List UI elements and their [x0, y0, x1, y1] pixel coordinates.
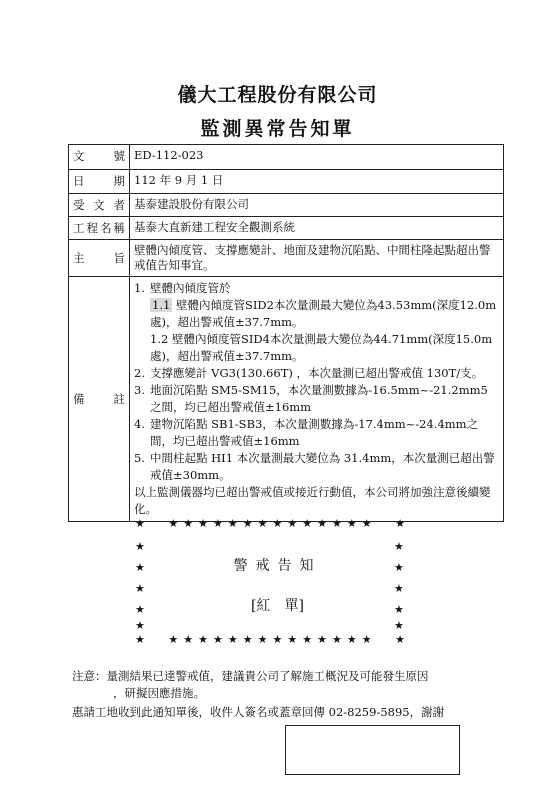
star-icon: ★ — [242, 517, 253, 530]
star-icon: ★ — [183, 517, 194, 530]
signature-box[interactable] — [285, 725, 460, 775]
star-icon: ★ — [183, 633, 194, 646]
field-value-subject: 壁體內傾度管、支撐應變計、地面及建物沉陷點、中間柱隆起點超出警戒值告知事宜。 — [130, 240, 504, 277]
remark-item-text: 中間柱起點 HI1 本次量測最大變位為 31.4mm，本次量測已超出警戒值±30mm。 — [150, 451, 495, 482]
star-icon: ★ — [394, 619, 404, 632]
star-icon: ★ — [135, 603, 145, 616]
note-line-1: 注意：量測結果已達警戒值，建議貴公司了解施工概況及可能發生原因 — [72, 669, 429, 683]
form-type-label: [紅 單] — [251, 598, 304, 614]
star-border-bottom — [135, 634, 405, 646]
star-icon: ★ — [395, 633, 405, 646]
star-icon: ★ — [257, 517, 268, 530]
remark-item-2 — [134, 365, 499, 382]
star-icon: ★ — [272, 517, 283, 530]
star-icon: ★ — [135, 582, 145, 595]
star-icon: ★ — [317, 633, 327, 646]
remarks-closing: 以上監測儀器均已超出警戒值或接近行動值，本公司將加強注意後續變化。 — [134, 485, 491, 516]
field-value-date: 112 年 9 月 1 日 — [130, 170, 504, 194]
remark-item-1 — [134, 280, 499, 297]
star-row — [168, 518, 371, 530]
star-icon: ★ — [242, 633, 253, 646]
field-value-doc-number: ED-112-023 — [130, 145, 504, 170]
remark-item-number: 4. — [134, 417, 145, 431]
field-row-subject — [69, 240, 504, 277]
field-row-remarks — [69, 277, 504, 522]
field-row-date — [69, 170, 504, 194]
highlighted-subitem-number: 1.1 — [152, 298, 171, 312]
remark-item-number: 1. — [134, 281, 145, 295]
star-icon: ★ — [394, 540, 404, 553]
star-icon: ★ — [302, 517, 313, 530]
field-label-project: 工程名稱 — [69, 217, 130, 240]
field-value-project: 基泰大直新建工程安全觀測系統 — [130, 217, 504, 240]
remark-subitem-1-2: 1.2 壁體內傾度管SID4本次量測最大變位為44.71mm(深度15.0m處)，超出警戒值±37.7mm。 — [150, 332, 493, 363]
star-icon: ★ — [394, 582, 404, 595]
remarks-content — [130, 277, 504, 522]
field-label-recipient: 受文者 — [69, 194, 130, 217]
field-value-recipient: 基泰建設股份有限公司 — [130, 194, 504, 217]
star-icon: ★ — [394, 603, 404, 616]
star-row — [168, 634, 371, 646]
star-icon: ★ — [395, 517, 405, 530]
remark-item-text: 壁體內傾度管於 — [150, 281, 231, 295]
remark-item-text: 支撐應變計 VG3(130.66T) ，本次量測已超出警戒值 130T/支。 — [150, 366, 484, 380]
star-icon: ★ — [346, 633, 357, 646]
star-icon: ★ — [317, 517, 327, 530]
star-icon: ★ — [287, 633, 298, 646]
company-name: 儀大工程股份有限公司 — [177, 84, 378, 106]
star-icon: ★ — [213, 517, 223, 530]
field-row-project — [69, 217, 504, 240]
remark-item-text: 地面沉陷點 SM5-SM15，本次量測數據為-16.5mm~-21.2mm5 之間，均已超出警戒值±16mm — [150, 383, 488, 414]
star-icon: ★ — [257, 633, 268, 646]
star-icon: ★ — [287, 517, 298, 530]
field-label-doc-number: 文號 — [69, 145, 130, 170]
star-icon: ★ — [135, 561, 145, 574]
remark-item-number: 2. — [134, 366, 145, 380]
star-icon: ★ — [394, 561, 404, 574]
remark-item-number: 3. — [134, 383, 145, 397]
note-line-2: ，研擬因應措施。 — [113, 686, 205, 700]
remark-item-text: 建物沉陷點 SB1-SB3，本次量測數據為-17.4mm~-24.4mm之間，均已超出警戒值±16mm — [150, 417, 479, 448]
document-title: 監測異常告知單 — [200, 118, 355, 140]
star-icon: ★ — [135, 633, 145, 646]
remark-item-number: 5. — [134, 451, 145, 465]
warning-notice-title: 警戒告知 — [233, 558, 322, 574]
star-icon: ★ — [361, 633, 372, 646]
star-icon: ★ — [227, 633, 238, 646]
star-icon: ★ — [361, 517, 372, 530]
field-label-remarks: 備註 — [69, 277, 130, 522]
star-icon: ★ — [198, 633, 208, 646]
star-icon: ★ — [332, 517, 342, 530]
star-icon: ★ — [168, 517, 179, 530]
star-icon: ★ — [227, 517, 238, 530]
remark-subitem-1-1 — [134, 297, 499, 331]
star-icon: ★ — [135, 619, 145, 632]
field-label-subject: 主旨 — [69, 240, 130, 277]
field-label-date: 日期 — [69, 170, 130, 194]
field-row-doc-number — [69, 145, 504, 170]
notice-info-table — [68, 144, 504, 522]
star-icon: ★ — [302, 633, 313, 646]
star-icon: ★ — [213, 633, 223, 646]
star-icon: ★ — [346, 517, 357, 530]
field-row-recipient — [69, 194, 504, 217]
remark-item-5 — [134, 450, 499, 484]
star-icon: ★ — [135, 517, 145, 530]
note-line-3: 惠請工地收到此通知單後，收件人簽名或蓋章回傳 02-8259-5895，謝謝 — [72, 705, 445, 719]
star-icon: ★ — [135, 540, 145, 553]
remark-item-3 — [134, 382, 499, 416]
star-icon: ★ — [332, 633, 342, 646]
star-icon: ★ — [168, 633, 179, 646]
star-icon: ★ — [198, 517, 208, 530]
star-icon: ★ — [272, 633, 283, 646]
star-border-top — [135, 518, 405, 530]
remark-item-4 — [134, 416, 499, 450]
remark-subitem-text: 壁體內傾度管SID2本次量測最大變位為43.53mm(深度12.0m處)，超出警戒值±37.7mm。 — [150, 298, 497, 329]
